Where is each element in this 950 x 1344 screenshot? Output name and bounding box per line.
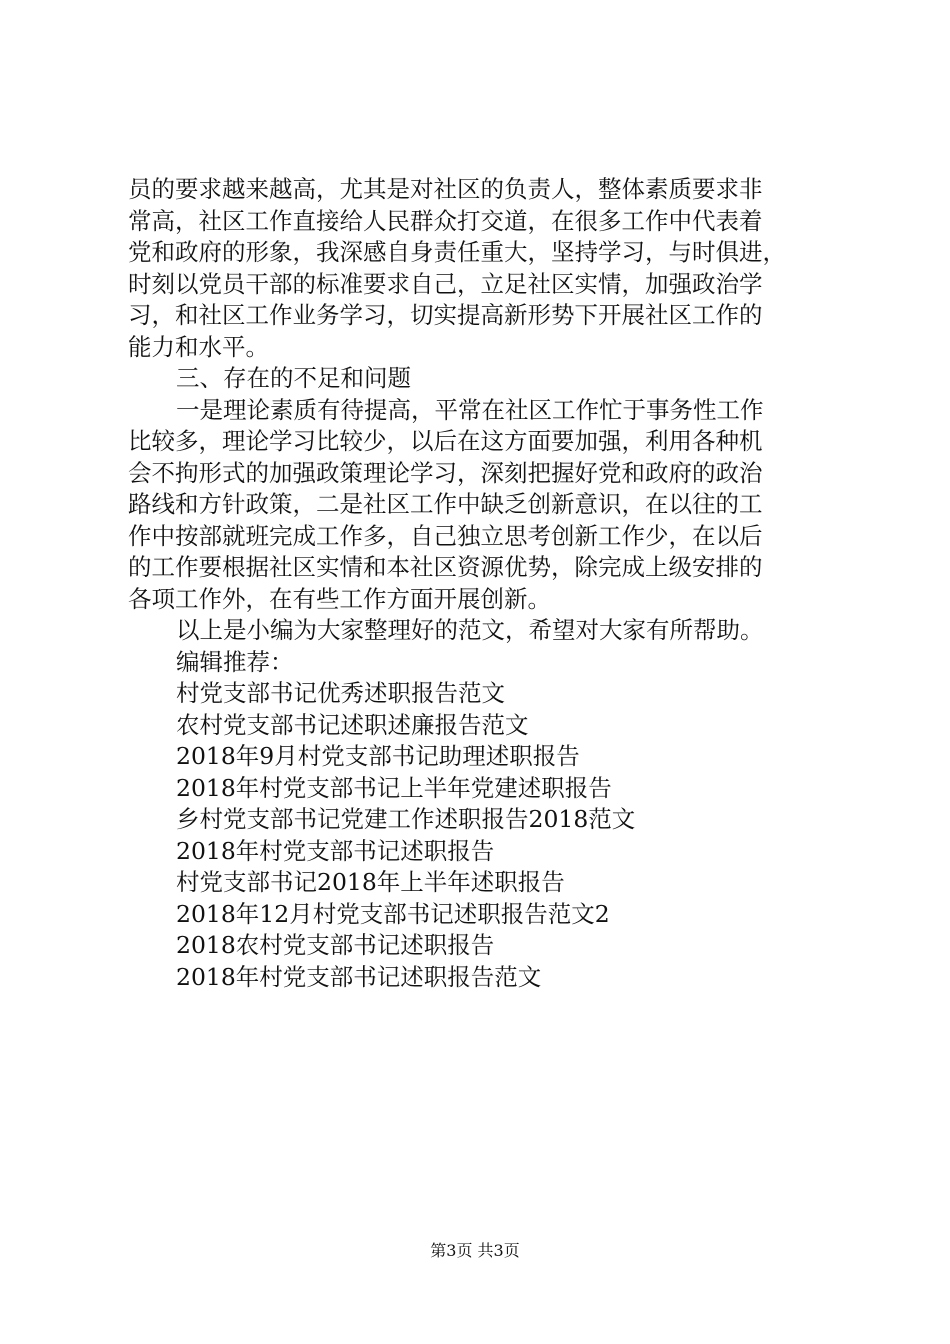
paragraph-2-line: 比较多，理论学习比较少，以后在这方面要加强，利用各种机 [128,427,763,455]
recommendation-item: 农村党支部书记述职述廉报告范文 [176,710,529,739]
recommend-heading: 编辑推荐： [176,647,294,676]
paragraph-1-line: 党和政府的形象，我深感自身责任重大，坚持学习，与时俱进， [128,238,786,266]
recommendation-item: 2018年9月村党支部书记助理述职报告 [176,742,580,770]
paragraph-2-line: 各项工作外，在有些工作方面开展创新。 [128,584,551,613]
section-heading: 三、存在的不足和问题 [176,364,411,392]
recommendation-item: 2018年12月村党支部书记述职报告范文2 [176,899,610,928]
paragraph-2-line: 会不拘形式的加强政策理论学习，深刻把握好党和政府的政治 [128,458,763,487]
recommendation-item: 2018农村党支部书记述职报告 [176,931,495,959]
paragraph-1-line: 员的要求越来越高，尤其是对社区的负责人，整体素质要求非 [128,175,763,203]
page-footer: 第3页 共3页 [430,1241,520,1260]
recommendation-item: 乡村党支部书记党建工作述职报告2018范文 [176,805,636,833]
paragraph-1-line: 时刻以党员干部的标准要求自己，立足社区实情，加强政治学 [128,269,763,298]
paragraph-2-line: 的工作要根据社区实情和本社区资源优势，除完成上级安排的 [128,553,763,581]
paragraph-2-line: 作中按部就班完成工作多，自己独立思考创新工作少，在以后 [128,521,763,550]
paragraph-1-line: 常高，社区工作直接给人民群众打交道，在很多工作中代表着 [128,206,763,235]
paragraph-2-line: 一是理论素质有待提高，平常在社区工作忙于事务性工作 [176,395,764,424]
recommendation-item: 2018年村党支部书记述职报告 [176,836,495,865]
recommendation-item: 2018年村党支部书记述职报告范文 [176,962,542,991]
recommendation-item: 2018年村党支部书记上半年党建述职报告 [176,773,612,802]
paragraph-1-line: 习，和社区工作业务学习，切实提高新形势下开展社区工作的 [128,301,763,329]
document-body [128,174,828,993]
closing-note: 以上是小编为大家整理好的范文，希望对大家有所帮助。 [176,616,764,644]
recommendation-item: 村党支部书记优秀述职报告范文 [176,679,505,707]
paragraph-2-line: 路线和方针政策，二是社区工作中缺乏创新意识，在以往的工 [128,490,763,518]
recommendation-item: 村党支部书记2018年上半年述职报告 [176,868,565,896]
paragraph-1-line: 能力和水平。 [128,332,269,361]
